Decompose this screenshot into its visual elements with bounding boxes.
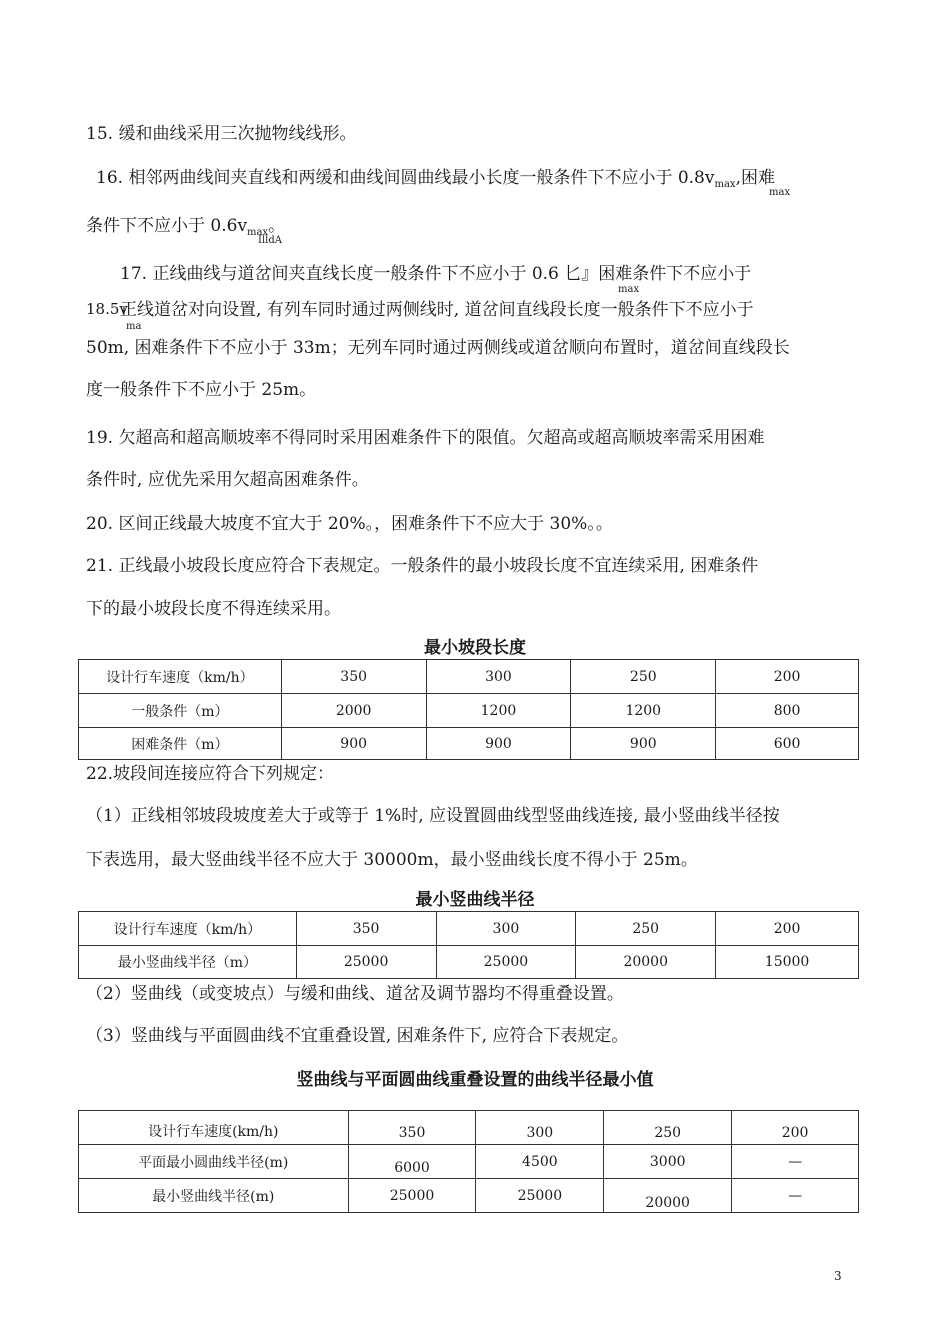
- table-cell: 200: [716, 912, 859, 946]
- table3-caption: 竖曲线与平面圆曲线重叠设置的曲线半径最小值: [296, 1070, 654, 1090]
- item-19-line2: 条件时, 应优先采用欠超高困难条件。: [86, 470, 369, 490]
- item-18-overlap: 18.5v: [86, 300, 128, 318]
- table-cell: 200: [716, 660, 859, 694]
- table-cell: 1200: [426, 694, 571, 728]
- table-cell: 1200: [571, 694, 716, 728]
- table-cell: 900: [571, 728, 716, 760]
- item-15: 15. 缓和曲线采用三次抛物线线形。: [86, 124, 357, 144]
- item-17-under-label: max: [618, 284, 640, 295]
- table-cell: 设计行车速度（km/h）: [79, 912, 297, 946]
- item-18-line2: 50m, 困难条件下不应小于 33m；无列车同时通过两侧线或道岔顺向布置时，道岔间直线段长: [86, 338, 790, 358]
- item-20: 20. 区间正线最大坡度不宜大于 20%。，困难条件下不应大于 30%。。: [86, 514, 613, 534]
- table-row: [79, 1111, 859, 1145]
- item-16-under-label-2: IlldA: [258, 235, 282, 246]
- table-cell: 20000: [576, 946, 716, 979]
- page-number: 3: [834, 1269, 842, 1283]
- table-cell: 25000: [436, 946, 576, 979]
- table2-caption: 最小竖曲线半径: [415, 890, 535, 910]
- table-row: [79, 912, 859, 946]
- table-cell: 25000: [348, 1179, 476, 1213]
- table-cell: 2000: [281, 694, 426, 728]
- table-cell: 设计行车速度（km/h）: [79, 660, 282, 694]
- table-cell: 350: [296, 912, 436, 946]
- table-cell: 6000: [348, 1145, 476, 1179]
- table-cell: 4500: [476, 1145, 604, 1179]
- item-21-line1: 21. 正线最小坡段长度应符合下表规定。一般条件的最小坡段长度不宜连续采用, 困难条件: [86, 556, 759, 576]
- item-18-under-label: ma: [126, 321, 142, 332]
- table-row: [79, 694, 859, 728]
- table1-caption: 最小坡段长度: [424, 638, 526, 658]
- table-min-vertical-radius: [78, 911, 859, 979]
- table-cell: 最小竖曲线半径(m): [79, 1179, 349, 1213]
- table-cell: 25000: [476, 1179, 604, 1213]
- table-cell: 300: [426, 660, 571, 694]
- table-cell: 800: [716, 694, 859, 728]
- table-overlap-radius: [78, 1110, 859, 1213]
- table-row: [79, 946, 859, 979]
- table-cell: 一般条件（m）: [79, 694, 282, 728]
- item-17: 17. 正线曲线与道岔间夹直线长度一般条件下不应小于 0.6 匕』困难条件下不应小于: [120, 264, 752, 284]
- item-16-line2: 条件下不应小于 $0.6v_{max}$。: [86, 216, 286, 238]
- item-16-line1: 16. 相邻两曲线间夹直线和两缓和曲线间圆曲线最小长度一般条件下不应小于 $0.8v_{max}$,困难: [96, 168, 775, 190]
- table-cell: 平面最小圆曲线半径(m): [79, 1145, 349, 1179]
- table-cell: 350: [348, 1111, 476, 1145]
- table-row: [79, 728, 859, 760]
- table-row: [79, 660, 859, 694]
- item-21-line2: 下的最小坡段长度不得连续采用。: [86, 599, 341, 619]
- table-cell: 900: [426, 728, 571, 760]
- table-cell: —: [732, 1145, 859, 1179]
- table-row: [79, 1145, 859, 1179]
- table-cell: 300: [476, 1111, 604, 1145]
- item-18-line3: 度一般条件下不应小于 25m。: [86, 380, 317, 400]
- table-cell: 300: [436, 912, 576, 946]
- table-cell: 15000: [716, 946, 859, 979]
- table-cell: 最小竖曲线半径（m）: [79, 946, 297, 979]
- item-22-1-line2: 下表选用，最大竖曲线半径不应大于 30000m，最小竖曲线长度不得小于 25m。: [86, 850, 698, 870]
- item-22-3: （3）竖曲线与平面圆曲线不宜重叠设置, 困难条件下, 应符合下表规定。: [86, 1026, 629, 1046]
- table-cell: 设计行车速度(km/h): [79, 1111, 349, 1145]
- table-cell: 困难条件（m）: [79, 728, 282, 760]
- table-cell: 3000: [604, 1145, 732, 1179]
- table-min-grade-length: [78, 659, 859, 760]
- table-cell: —: [732, 1179, 859, 1213]
- table-cell: 350: [281, 660, 426, 694]
- item-22-1-line1: （1）正线相邻坡段坡度差大于或等于 1%时, 应设置圆曲线型竖曲线连接, 最小竖曲线半径按: [86, 806, 780, 826]
- table-row: [79, 1179, 859, 1213]
- item-16-under-label: max: [769, 187, 791, 198]
- item-22: 22.坡段间连接应符合下列规定：: [86, 764, 335, 784]
- table-cell: 20000: [604, 1179, 732, 1213]
- item-18-line1: 正线道岔对向设置, 有列车同时通过两侧线时, 道岔间直线段长度一般条件下不应小于: [120, 300, 754, 320]
- table-cell: 250: [604, 1111, 732, 1145]
- item-22-2: （2）竖曲线（或变坡点）与缓和曲线、道岔及调节器均不得重叠设置。: [86, 984, 624, 1004]
- table-cell: 250: [576, 912, 716, 946]
- table-cell: 600: [716, 728, 859, 760]
- table-cell: 250: [571, 660, 716, 694]
- table-cell: 200: [732, 1111, 859, 1145]
- table-cell: 25000: [296, 946, 436, 979]
- item-19-line1: 19. 欠超高和超高顺坡率不得同时采用困难条件下的限值。欠超高或超高顺坡率需采用困难: [86, 428, 765, 448]
- table-cell: 900: [281, 728, 426, 760]
